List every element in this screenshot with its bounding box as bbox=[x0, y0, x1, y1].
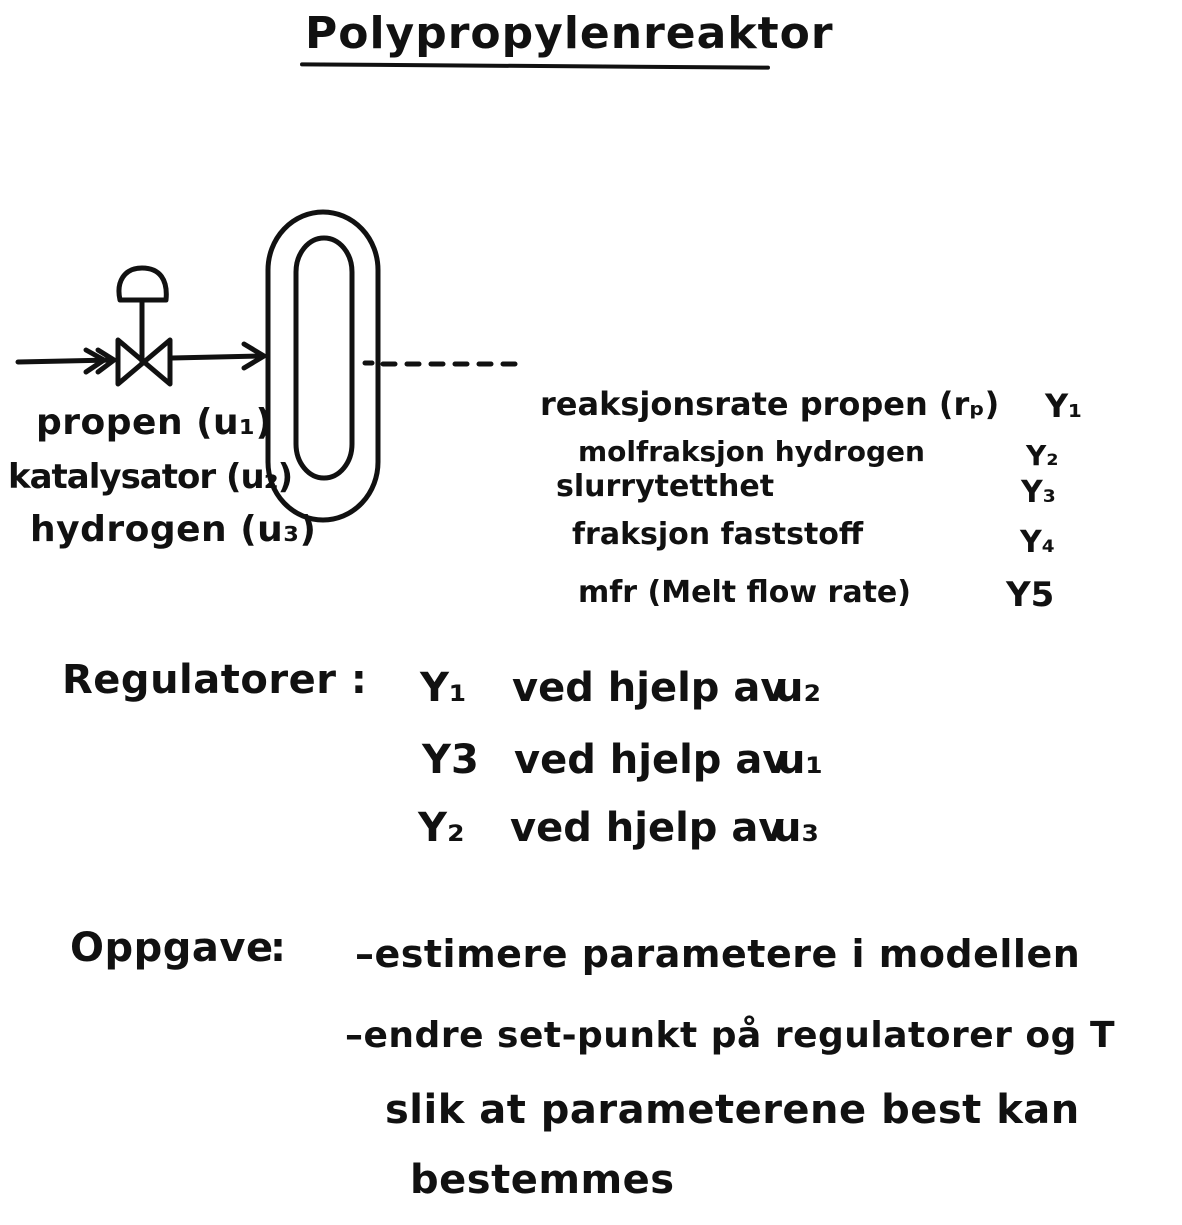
task-heading: Oppgave bbox=[70, 925, 274, 971]
output-label: mfr (Melt flow rate) bbox=[578, 575, 911, 610]
output-variable: Y₃ bbox=[1021, 475, 1056, 510]
regulator-phrase: ved hjelp av bbox=[512, 665, 787, 711]
page-title: Polypropylenreaktor bbox=[305, 8, 834, 59]
regulator-phrase: ved hjelp av bbox=[514, 737, 789, 783]
measurement-dashed-line bbox=[365, 363, 515, 364]
output-row bbox=[556, 469, 1056, 510]
output-variable: Y5 bbox=[1006, 575, 1055, 615]
task-item-continuation: slik at parameterene best kan bbox=[385, 1087, 1080, 1133]
regulator-input: u₁ bbox=[777, 737, 823, 783]
output-label: fraksjon faststoff bbox=[572, 517, 864, 552]
output-row bbox=[578, 435, 1059, 472]
regulator-input: u₂ bbox=[775, 665, 821, 711]
regulators-heading: Regulatorer : bbox=[62, 657, 368, 703]
output-label: molfraksjon hydrogen bbox=[578, 435, 925, 468]
output-row bbox=[540, 385, 1083, 425]
task-item-continuation: bestemmes bbox=[410, 1157, 675, 1203]
input-label-propen: propen (u₁) bbox=[36, 402, 273, 443]
regulator-phrase: ved hjelp av bbox=[510, 805, 785, 851]
feed-line bbox=[172, 356, 262, 358]
valve-actuator-icon bbox=[119, 268, 166, 300]
regulator-input: u₃ bbox=[773, 805, 819, 851]
output-label: reaksjonsrate propen (rₚ) bbox=[540, 385, 1000, 423]
task-item: –endre set-punkt på regulatorer og T bbox=[345, 1015, 1116, 1056]
task-item: –estimere parametere i modellen bbox=[355, 932, 1081, 976]
input-label-hydrogen: hydrogen (u₃) bbox=[30, 509, 317, 550]
task-colon: : bbox=[270, 925, 287, 971]
regulator-output: Y₁ bbox=[420, 665, 467, 711]
input-label-katalysator: katalysator (u₂) bbox=[8, 457, 293, 497]
output-variable: Y₄ bbox=[1020, 525, 1055, 560]
regulator-output: Y₂ bbox=[418, 805, 465, 851]
output-variable: Y₁ bbox=[1045, 387, 1083, 425]
output-row bbox=[572, 517, 1055, 560]
regulator-output: Y3 bbox=[422, 737, 479, 783]
output-variable: Y₂ bbox=[1026, 439, 1059, 472]
output-label: slurrytetthet bbox=[556, 469, 775, 504]
output-row bbox=[578, 575, 1055, 615]
reactor-inner-icon bbox=[296, 238, 352, 478]
